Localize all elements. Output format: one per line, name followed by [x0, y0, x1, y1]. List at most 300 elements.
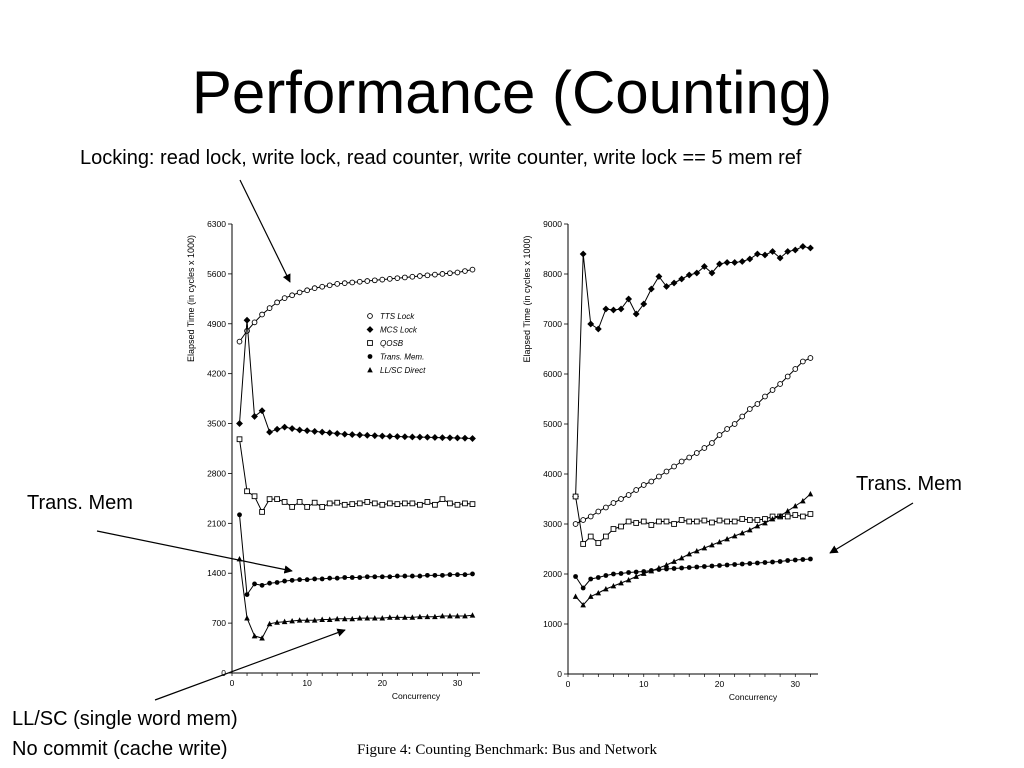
- data-point-mcs-lock: [732, 260, 738, 266]
- data-point-qosb: [679, 518, 684, 523]
- data-point-tts-lock: [305, 288, 310, 293]
- data-point-mcs-lock: [304, 428, 310, 434]
- data-point-tts-lock: [626, 493, 631, 498]
- data-point-tts-lock: [463, 269, 468, 274]
- data-point-trans-mem: [455, 572, 460, 577]
- data-point-qosb: [387, 501, 392, 506]
- data-point-mcs-lock: [610, 307, 616, 313]
- series-ll-sc-direct: [237, 556, 476, 641]
- data-point-mcs-lock: [267, 429, 273, 435]
- y-tick-label: 4900: [207, 318, 226, 329]
- data-point-mcs-lock: [372, 433, 378, 439]
- data-point-trans-mem: [380, 574, 385, 579]
- data-point-mcs-lock: [282, 424, 288, 430]
- data-point-trans-mem: [410, 574, 415, 579]
- data-point-qosb: [710, 520, 715, 525]
- data-point-mcs-lock: [342, 431, 348, 437]
- data-point-trans-mem: [252, 582, 257, 587]
- data-point-trans-mem: [433, 573, 438, 578]
- data-point-tts-lock: [372, 278, 377, 283]
- data-point-qosb: [305, 505, 310, 510]
- data-point-trans-mem: [596, 575, 601, 580]
- data-point-tts-lock: [619, 497, 624, 502]
- y-tick-label: 6300: [207, 219, 226, 229]
- data-point-ll-sc-direct: [671, 559, 677, 564]
- series-trans-mem: [237, 512, 475, 597]
- llsc-label-line1: LL/SC (single word mem): [12, 708, 238, 730]
- data-point-trans-mem: [679, 566, 684, 571]
- data-point-tts-lock: [808, 356, 813, 361]
- series-line-tts-lock: [576, 358, 811, 524]
- slide-title: Performance (Counting): [191, 59, 833, 126]
- data-point-trans-mem: [740, 562, 745, 567]
- data-point-mcs-lock: [588, 321, 594, 327]
- data-point-tts-lock: [237, 339, 242, 344]
- data-point-qosb: [573, 494, 578, 499]
- data-point-qosb: [365, 500, 370, 505]
- data-point-tts-lock: [732, 422, 737, 427]
- data-point-mcs-lock: [237, 421, 243, 427]
- data-point-ll-sc-direct: [785, 508, 791, 513]
- y-tick-label: 2100: [207, 518, 226, 529]
- series-trans-mem: [573, 557, 813, 591]
- data-point-qosb: [793, 513, 798, 518]
- legend: [367, 312, 426, 375]
- data-point-trans-mem: [463, 572, 468, 577]
- data-point-trans-mem: [573, 574, 578, 579]
- data-point-qosb: [455, 502, 460, 507]
- data-point-qosb: [245, 489, 250, 494]
- figure-caption: Figure 4: Counting Benchmark: Bus and Network: [357, 742, 657, 758]
- data-point-qosb: [641, 519, 646, 524]
- data-point-ll-sc-direct: [588, 594, 594, 599]
- data-point-mcs-lock: [424, 434, 430, 440]
- data-point-mcs-lock: [792, 247, 798, 253]
- data-point-tts-lock: [387, 276, 392, 281]
- series-line-trans-mem: [240, 515, 473, 595]
- data-point-tts-lock: [312, 286, 317, 291]
- data-point-trans-mem: [470, 572, 475, 577]
- x-tick-label: 20: [714, 679, 725, 689]
- data-point-tts-lock: [649, 479, 654, 484]
- data-point-mcs-lock: [679, 276, 685, 282]
- data-point-tts-lock: [770, 388, 775, 393]
- data-point-trans-mem: [778, 559, 783, 564]
- data-point-tts-lock: [267, 306, 272, 311]
- data-point-qosb: [747, 518, 752, 523]
- data-point-mcs-lock: [462, 435, 468, 441]
- data-point-tts-lock: [634, 488, 639, 493]
- data-point-tts-lock: [763, 394, 768, 399]
- data-point-trans-mem: [290, 578, 295, 583]
- data-point-trans-mem: [800, 557, 805, 562]
- data-point-tts-lock: [641, 483, 646, 488]
- data-point-ll-sc-direct: [244, 615, 250, 620]
- data-point-qosb: [267, 497, 272, 502]
- legend-marker-mcs-lock: [367, 327, 373, 333]
- data-point-qosb: [252, 494, 257, 499]
- x-tick-label: 20: [377, 678, 388, 688]
- data-point-tts-lock: [657, 474, 662, 479]
- data-point-trans-mem: [395, 574, 400, 579]
- y-tick-label: 8000: [543, 269, 562, 279]
- data-point-tts-lock: [455, 270, 460, 275]
- data-point-qosb: [470, 502, 475, 507]
- data-point-ll-sc-direct: [808, 491, 814, 496]
- y-tick-label: 7000: [543, 319, 562, 329]
- data-point-trans-mem: [357, 575, 362, 580]
- data-point-tts-lock: [380, 277, 385, 282]
- data-point-tts-lock: [687, 455, 692, 460]
- data-point-qosb: [402, 501, 407, 506]
- data-point-ll-sc-direct: [573, 594, 579, 599]
- data-point-mcs-lock: [312, 428, 318, 434]
- data-point-ll-sc-direct: [679, 555, 685, 560]
- series-qosb: [237, 437, 475, 514]
- data-point-ll-sc-direct: [747, 527, 753, 532]
- series-line-trans-mem: [576, 559, 811, 588]
- data-point-trans-mem: [275, 580, 280, 585]
- data-point-qosb: [260, 510, 265, 515]
- data-point-qosb: [312, 500, 317, 505]
- legend-label: QOSB: [380, 339, 404, 348]
- data-point-mcs-lock: [387, 433, 393, 439]
- x-tick-label: 10: [639, 679, 649, 689]
- data-point-trans-mem: [755, 561, 760, 566]
- data-point-qosb: [619, 524, 624, 529]
- data-point-tts-lock: [747, 407, 752, 412]
- data-point-mcs-lock: [319, 429, 325, 435]
- data-point-trans-mem: [793, 558, 798, 563]
- legend-marker-tts-lock: [368, 314, 373, 319]
- data-point-trans-mem: [619, 571, 624, 576]
- data-point-qosb: [649, 523, 654, 528]
- data-point-qosb: [380, 502, 385, 507]
- data-point-trans-mem: [297, 577, 302, 582]
- legend-label: MCS Lock: [380, 325, 417, 335]
- data-point-trans-mem: [770, 560, 775, 565]
- arrow-locking: [240, 180, 290, 282]
- x-tick-label: 30: [452, 678, 463, 688]
- data-point-tts-lock: [588, 514, 593, 519]
- data-point-mcs-lock: [747, 256, 753, 262]
- data-point-tts-lock: [710, 441, 715, 446]
- data-point-qosb: [740, 517, 745, 522]
- data-point-tts-lock: [282, 296, 287, 301]
- data-point-mcs-lock: [739, 259, 745, 265]
- data-point-qosb: [672, 522, 677, 527]
- y-tick-label: 2000: [543, 569, 562, 579]
- data-point-qosb: [808, 512, 813, 517]
- data-point-qosb: [581, 542, 586, 547]
- data-point-qosb: [320, 505, 325, 510]
- data-point-trans-mem: [335, 576, 340, 581]
- data-point-mcs-lock: [394, 434, 400, 440]
- data-point-tts-lock: [260, 312, 265, 317]
- legend-label: LL/SC Direct: [380, 366, 426, 375]
- data-point-trans-mem: [342, 575, 347, 580]
- y-tick-label: 4200: [207, 368, 226, 379]
- data-point-trans-mem: [603, 573, 608, 578]
- data-point-tts-lock: [611, 501, 616, 506]
- data-point-trans-mem: [245, 592, 250, 597]
- x-tick-label: 0: [565, 679, 571, 689]
- data-point-tts-lock: [297, 290, 302, 295]
- data-point-trans-mem: [387, 574, 392, 579]
- arrow-trans-mem-right: [830, 503, 913, 553]
- y-tick-label: 5000: [543, 419, 562, 429]
- series-line-tts-lock: [240, 270, 473, 342]
- data-point-qosb: [725, 519, 730, 524]
- data-point-mcs-lock: [334, 431, 340, 437]
- data-point-tts-lock: [573, 522, 578, 527]
- data-point-tts-lock: [694, 451, 699, 456]
- legend-label: Trans. Mem.: [380, 352, 425, 362]
- data-point-qosb: [395, 502, 400, 507]
- y-tick-label: 9000: [543, 219, 562, 229]
- data-point-tts-lock: [433, 272, 438, 277]
- data-point-tts-lock: [410, 274, 415, 279]
- legend-marker-qosb: [368, 341, 373, 346]
- data-point-trans-mem: [687, 565, 692, 570]
- data-point-tts-lock: [717, 433, 722, 438]
- data-point-tts-lock: [725, 427, 730, 432]
- data-point-tts-lock: [702, 446, 707, 451]
- data-point-tts-lock: [275, 300, 280, 305]
- data-point-mcs-lock: [364, 432, 370, 438]
- data-point-qosb: [717, 518, 722, 523]
- x-tick-label: 30: [790, 679, 801, 689]
- data-point-trans-mem: [808, 557, 813, 562]
- data-point-mcs-lock: [274, 426, 280, 432]
- data-point-trans-mem: [717, 563, 722, 568]
- data-point-tts-lock: [793, 367, 798, 372]
- y-tick-label: 2800: [207, 468, 226, 479]
- data-point-qosb: [237, 437, 242, 442]
- data-point-tts-lock: [425, 273, 430, 278]
- data-point-tts-lock: [603, 505, 608, 510]
- chart-network: [522, 219, 818, 702]
- data-point-mcs-lock: [454, 435, 460, 441]
- data-point-tts-lock: [402, 275, 407, 280]
- data-point-mcs-lock: [469, 436, 475, 442]
- data-point-tts-lock: [252, 320, 257, 325]
- data-point-qosb: [410, 501, 415, 506]
- data-point-trans-mem: [626, 570, 631, 575]
- data-point-qosb: [290, 505, 295, 510]
- data-point-ll-sc-direct: [664, 562, 670, 567]
- data-point-tts-lock: [357, 279, 362, 284]
- data-point-qosb: [626, 519, 631, 524]
- data-point-ll-sc-direct: [626, 577, 632, 582]
- data-point-tts-lock: [800, 359, 805, 364]
- y-tick-label: 4000: [543, 469, 562, 479]
- data-point-qosb: [611, 527, 616, 532]
- series-tts-lock: [237, 267, 475, 344]
- legend-label: TTS Lock: [380, 312, 415, 321]
- data-point-mcs-lock: [327, 430, 333, 436]
- x-tick-label: 10: [302, 678, 312, 688]
- data-point-mcs-lock: [762, 252, 768, 258]
- y-axis-label: Elapsed Time (in cycles x 1000): [186, 234, 196, 363]
- data-point-qosb: [657, 519, 662, 524]
- data-point-qosb: [463, 501, 468, 506]
- data-point-trans-mem: [312, 577, 317, 582]
- data-point-qosb: [417, 502, 422, 507]
- data-point-qosb: [297, 500, 302, 505]
- y-tick-label: 1000: [543, 619, 562, 629]
- data-point-trans-mem: [747, 561, 752, 566]
- data-point-trans-mem: [672, 566, 677, 571]
- data-point-trans-mem: [448, 572, 453, 577]
- series-line-ll-sc-direct: [240, 559, 473, 638]
- data-point-trans-mem: [581, 586, 586, 591]
- y-tick-label: 0: [221, 668, 226, 678]
- data-point-tts-lock: [740, 414, 745, 419]
- data-point-trans-mem: [611, 572, 616, 577]
- data-point-tts-lock: [470, 267, 475, 272]
- x-tick-label: 0: [229, 678, 235, 688]
- legend-marker-trans-mem: [368, 354, 373, 359]
- data-point-ll-sc-direct: [596, 590, 602, 595]
- y-tick-label: 3000: [543, 519, 562, 529]
- data-point-qosb: [732, 519, 737, 524]
- data-point-tts-lock: [365, 279, 370, 284]
- data-point-trans-mem: [327, 576, 332, 581]
- series-ll-sc-direct: [573, 491, 813, 607]
- data-point-mcs-lock: [349, 432, 355, 438]
- data-point-qosb: [372, 501, 377, 506]
- data-point-ll-sc-direct: [252, 633, 258, 638]
- data-point-trans-mem: [763, 560, 768, 565]
- data-point-qosb: [433, 502, 438, 507]
- data-point-trans-mem: [372, 574, 377, 579]
- data-point-qosb: [702, 518, 707, 523]
- data-point-qosb: [603, 534, 608, 539]
- data-point-trans-mem: [785, 558, 790, 563]
- arrow-llsc: [155, 630, 345, 700]
- y-axis-label: Elapsed Time (in cycles x 1000): [522, 235, 532, 363]
- data-point-mcs-lock: [409, 434, 415, 440]
- data-point-tts-lock: [664, 469, 669, 474]
- data-point-trans-mem: [267, 581, 272, 586]
- data-point-qosb: [634, 521, 639, 526]
- data-point-trans-mem: [260, 583, 265, 588]
- data-point-tts-lock: [778, 382, 783, 387]
- data-point-tts-lock: [755, 402, 760, 407]
- data-point-mcs-lock: [603, 306, 609, 312]
- chart-bus: [186, 219, 480, 701]
- y-tick-label: 3500: [207, 418, 226, 429]
- trans-mem-label-left: Trans. Mem: [27, 492, 133, 514]
- series-mcs-lock: [237, 317, 476, 441]
- data-point-trans-mem: [402, 574, 407, 579]
- data-point-tts-lock: [679, 459, 684, 464]
- data-point-qosb: [350, 502, 355, 507]
- data-point-mcs-lock: [724, 260, 730, 266]
- y-tick-label: 700: [211, 618, 226, 629]
- data-point-trans-mem: [710, 564, 715, 569]
- data-point-mcs-lock: [289, 426, 295, 432]
- data-point-tts-lock: [672, 464, 677, 469]
- data-point-mcs-lock: [648, 286, 654, 292]
- series-qosb: [573, 494, 813, 546]
- data-point-trans-mem: [588, 577, 593, 582]
- data-point-mcs-lock: [439, 435, 445, 441]
- trans-mem-label-right: Trans. Mem: [856, 473, 962, 495]
- data-point-mcs-lock: [244, 317, 250, 323]
- data-point-qosb: [687, 519, 692, 524]
- data-point-ll-sc-direct: [792, 503, 798, 508]
- data-point-tts-lock: [417, 274, 422, 279]
- data-point-qosb: [327, 501, 332, 506]
- data-point-mcs-lock: [754, 251, 760, 257]
- data-point-mcs-lock: [357, 432, 363, 438]
- data-point-tts-lock: [290, 293, 295, 298]
- legend-marker-ll-sc-direct: [367, 367, 373, 372]
- data-point-qosb: [596, 541, 601, 546]
- data-point-tts-lock: [350, 280, 355, 285]
- data-point-qosb: [357, 501, 362, 506]
- data-point-qosb: [664, 519, 669, 524]
- data-point-mcs-lock: [417, 434, 423, 440]
- data-point-trans-mem: [425, 573, 430, 578]
- data-point-qosb: [800, 514, 805, 519]
- y-tick-label: 6000: [543, 369, 562, 379]
- data-point-trans-mem: [440, 573, 445, 578]
- data-point-mcs-lock: [402, 434, 408, 440]
- data-point-mcs-lock: [800, 244, 806, 250]
- data-point-trans-mem: [417, 574, 422, 579]
- data-point-trans-mem: [365, 574, 370, 579]
- data-point-trans-mem: [725, 563, 730, 568]
- y-tick-label: 5600: [207, 268, 226, 279]
- data-point-mcs-lock: [671, 280, 677, 286]
- data-point-trans-mem: [350, 575, 355, 580]
- series-mcs-lock: [573, 244, 814, 500]
- data-point-trans-mem: [694, 565, 699, 570]
- data-point-tts-lock: [342, 281, 347, 286]
- data-point-mcs-lock: [447, 435, 453, 441]
- data-point-qosb: [440, 497, 445, 502]
- data-point-ll-sc-direct: [470, 612, 476, 617]
- data-point-mcs-lock: [686, 272, 692, 278]
- data-point-trans-mem: [282, 579, 287, 584]
- data-point-qosb: [694, 519, 699, 524]
- series-line-mcs-lock: [240, 320, 473, 438]
- data-point-mcs-lock: [807, 245, 813, 251]
- data-point-trans-mem: [320, 577, 325, 582]
- llsc-label-line2: No commit (cache write): [12, 738, 228, 760]
- data-point-qosb: [755, 518, 760, 523]
- x-axis-label: Concurrency: [391, 691, 441, 701]
- data-point-trans-mem: [702, 564, 707, 569]
- data-point-qosb: [335, 500, 340, 505]
- data-point-qosb: [785, 514, 790, 519]
- data-point-qosb: [588, 534, 593, 539]
- data-point-trans-mem: [237, 512, 242, 517]
- data-point-tts-lock: [440, 271, 445, 276]
- data-point-tts-lock: [395, 276, 400, 281]
- data-point-qosb: [275, 497, 280, 502]
- data-point-tts-lock: [596, 509, 601, 514]
- data-point-tts-lock: [448, 271, 453, 276]
- y-tick-label: 0: [557, 669, 562, 679]
- data-point-tts-lock: [327, 283, 332, 288]
- data-point-mcs-lock: [379, 433, 385, 439]
- data-point-trans-mem: [305, 577, 310, 582]
- y-tick-label: 1400: [207, 568, 226, 579]
